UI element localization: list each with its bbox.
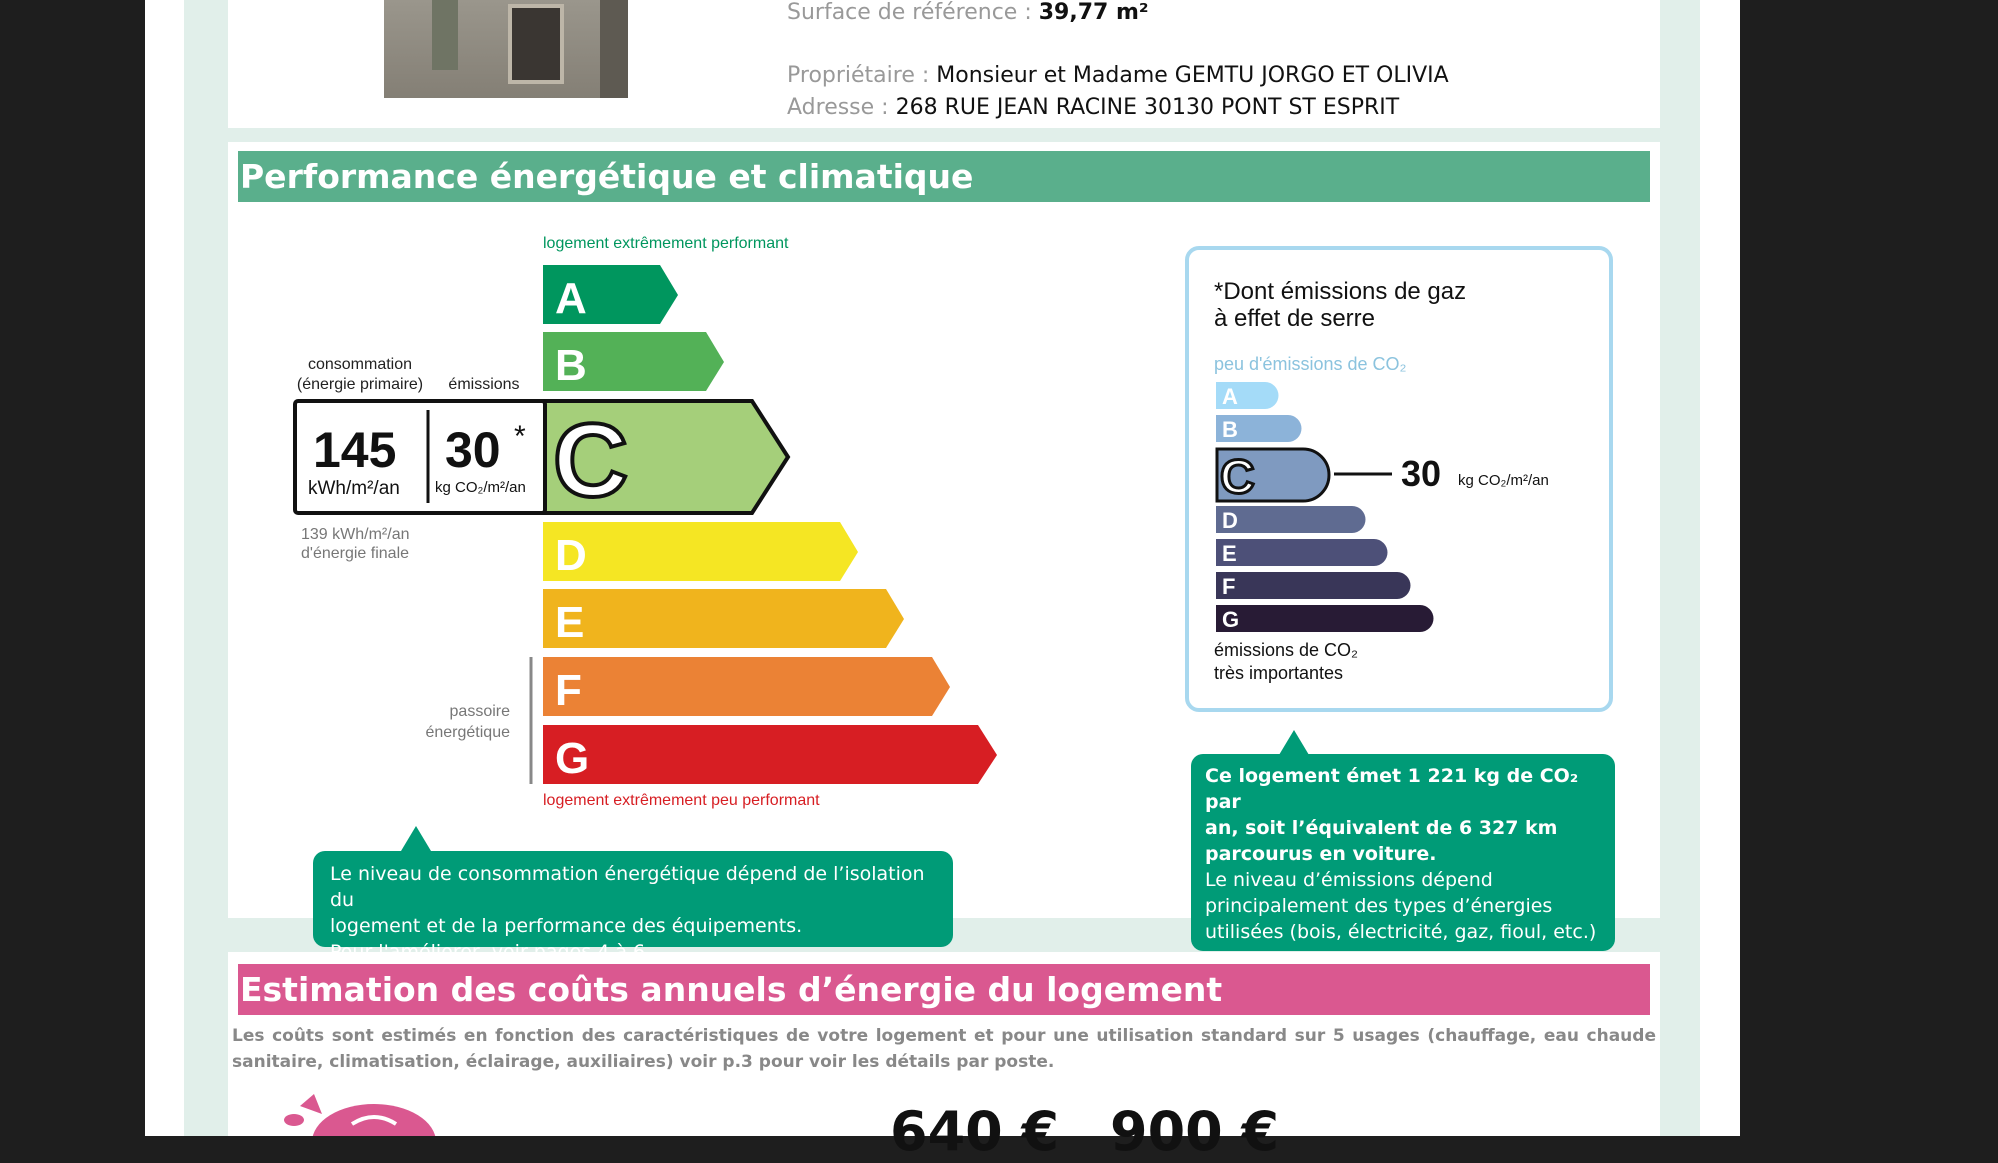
energy-class-a-letter: A	[555, 274, 587, 323]
piggy-bank-icon	[282, 1090, 452, 1136]
ges-class-e-letter: E	[1222, 541, 1237, 566]
emissions-value: 30	[445, 422, 501, 478]
ges-class-g-bar	[1216, 605, 1434, 632]
ges-class-g-letter: G	[1222, 607, 1240, 632]
ges-bottom-caption-1: émissions de CO₂	[1214, 640, 1359, 660]
energy-class-f-letter: F	[555, 666, 582, 715]
final-energy-line-2: d'énergie finale	[301, 545, 410, 562]
energy-top-caption: logement extrêmement performant	[543, 235, 789, 252]
energy-bubble: Le niveau de consommation énergétique dépend de l’isolation du logement et de la performance des équipements. Pour l'améliorer, voir pages 4 à 6	[313, 851, 953, 947]
emissions-unit: kg CO₂/m²/an	[435, 479, 526, 496]
cost-description: Les coûts sont estimés en fonction des caractéristiques de votre logement et pour une utilisation standard sur 5 usages (chauffage, eau chaude sanitaire, climatisation, éclairage, auxiliaires) voir p.3 pour voir les détails par poste.	[232, 1026, 1656, 1072]
energy-class-d-bar	[543, 522, 858, 581]
cost-min: 640 €	[890, 1100, 1060, 1163]
consumption-label-1: consommation	[307, 356, 413, 373]
ges-bubble: Ce logement émet 1 221 kg de CO₂ par an, soit l’équivalent de 6 327 km parcourus en voiture. Le niveau d’émissions dépend principalement des types d’énergies utilisées (bois, électricité, gaz, fioul, etc.)	[1191, 754, 1615, 951]
energy-class-b-letter: B	[555, 341, 587, 390]
ges-class-d-letter: D	[1222, 508, 1238, 533]
ges-title-2: à effet de serre	[1214, 305, 1375, 332]
ges-top-caption: peu d'émissions de CO₂	[1214, 354, 1407, 374]
ges-class-e-bar	[1216, 539, 1388, 566]
ges-title-1: *Dont émissions de gaz	[1214, 278, 1467, 305]
ges-class-f-letter: F	[1222, 574, 1236, 599]
energy-class-c-letter: C	[553, 403, 629, 519]
consumption-label-2: (énergie primaire)	[296, 376, 424, 393]
ges-bottom-caption-2: très importantes	[1214, 663, 1344, 683]
ges-class-c-letter: C	[1220, 451, 1255, 504]
owner-line: Propriétaire : Monsieur et Madame GEMTU JORGO ET OLIVIA	[787, 63, 1449, 88]
energy-class-e-letter: E	[555, 598, 585, 647]
cost-max: 900 €	[1110, 1100, 1280, 1163]
emissions-label: émissions	[448, 376, 520, 393]
energy-class-d-letter: D	[555, 531, 587, 580]
energy-class-f-bar	[543, 657, 950, 716]
surface-line: Surface de référence : 39,77 m²	[787, 0, 1149, 25]
energy-bubble-pointer	[401, 826, 431, 851]
cost-section-title: Estimation des coûts annuels d’énergie du logement	[238, 964, 1650, 1015]
emissions-star: *	[514, 420, 526, 453]
energy-section-title: Performance énergétique et climatique	[238, 151, 1650, 202]
passoire-line-1: passoire	[449, 703, 510, 720]
ges-bubble-pointer	[1279, 730, 1309, 755]
ges-value: 30	[1401, 453, 1442, 494]
ges-class-f-bar	[1216, 572, 1411, 599]
ges-class-d-bar	[1216, 506, 1366, 533]
address-value: 268 RUE JEAN RACINE 30130 PONT ST ESPRIT	[895, 95, 1400, 120]
consumption-value: 145	[313, 422, 397, 478]
address-line: Adresse : 268 RUE JEAN RACINE 30130 PONT ST ESPRIT	[787, 95, 1400, 120]
ges-class-b-letter: B	[1222, 417, 1238, 442]
energy-class-e-bar	[543, 589, 904, 648]
surface-value: 39,77 m²	[1038, 0, 1149, 25]
energy-class-g-letter: G	[555, 734, 590, 783]
ges-unit: kg CO₂/m²/an	[1458, 472, 1549, 489]
energy-bottom-caption: logement extrêmement peu performant	[543, 792, 820, 809]
ges-class-a-letter: A	[1222, 384, 1238, 409]
consumption-unit: kWh/m²/an	[308, 478, 400, 499]
final-energy-line-1: 139 kWh/m²/an	[301, 526, 410, 543]
owner-value: Monsieur et Madame GEMTU JORGO ET OLIVIA	[936, 63, 1449, 88]
passoire-line-2: énergétique	[425, 724, 510, 741]
energy-class-g-bar	[543, 725, 997, 784]
